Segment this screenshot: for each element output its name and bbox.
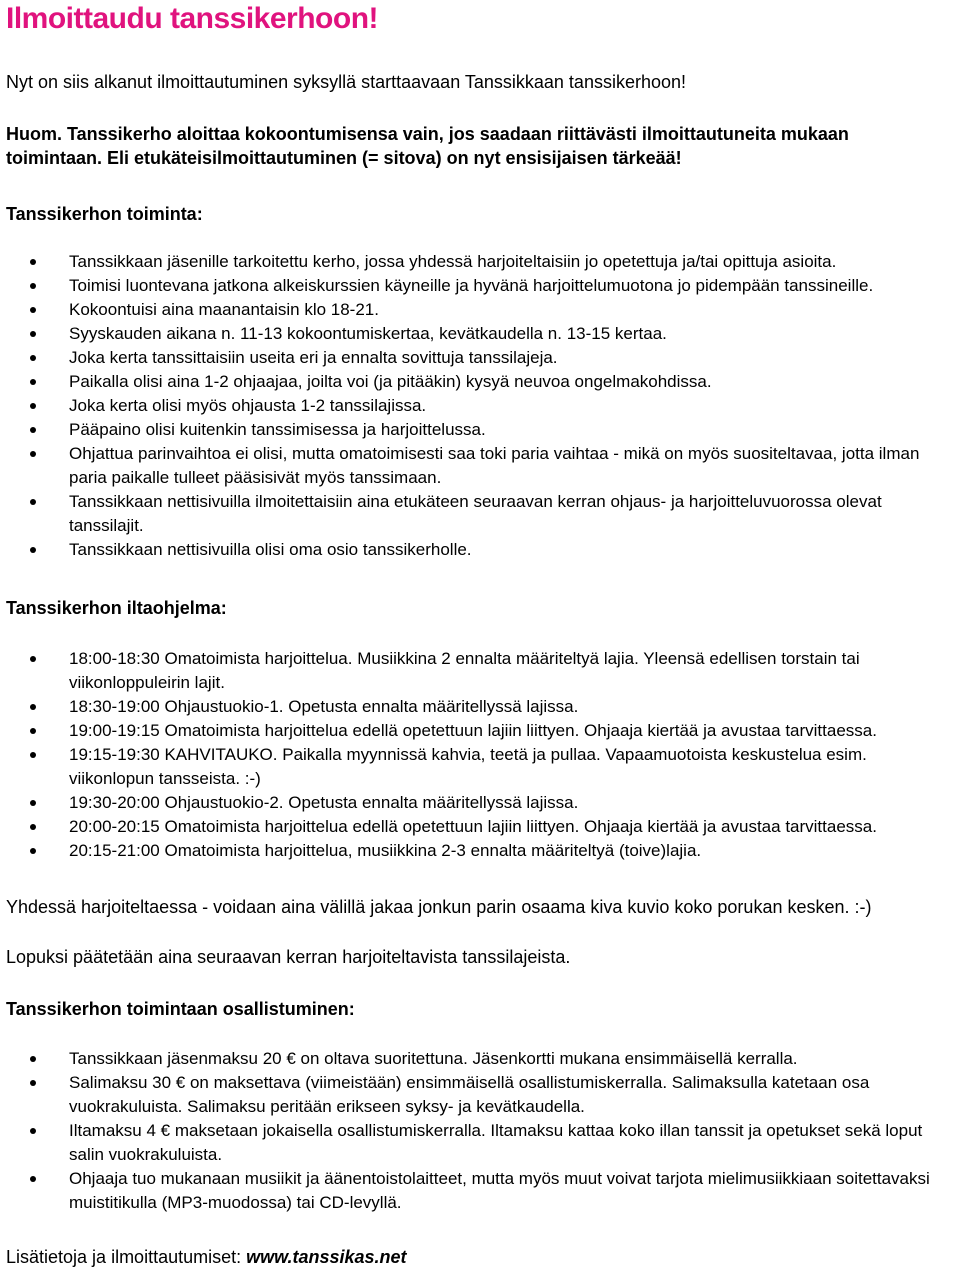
bullet-icon xyxy=(30,331,36,337)
list-item-text: 19:15-19:30 KAHVITAUKO. Paikalla myynnissä kahvia, teetä ja pullaa. Vapaamuotoista keskustelua esim. xyxy=(69,745,867,764)
bullet-icon xyxy=(30,800,36,806)
list-item-text: Salimaksu 30 € on maksettava (viimeistään) ensimmäisellä osallistumiskerralla. Salimaksulla katetaan osa xyxy=(69,1073,870,1092)
list-item-text: Ohjaaja tuo mukanaan musiikit ja äänentoistolaitteet, mutta myös muut voivat tarjota mielimusiikkiaan soitettavaksi xyxy=(69,1169,930,1188)
list-item xyxy=(6,490,954,538)
list-item xyxy=(6,298,954,322)
note-line-2: toimintaan. Eli etukäteisilmoittautuminen (= sitova) on nyt ensisijaisen tärkeää! xyxy=(6,148,682,168)
bullet-icon xyxy=(30,752,36,758)
bullet-icon xyxy=(30,355,36,361)
bullet-icon xyxy=(30,728,36,734)
list-item xyxy=(6,418,954,442)
list-item-text: 19:30-20:00 Ohjaustuokio-2. Opetusta ennalta määritellyssä lajissa. xyxy=(69,793,579,812)
bullet-icon xyxy=(30,427,36,433)
bullet-icon xyxy=(30,379,36,385)
list-item xyxy=(6,370,954,394)
list-item-text: Paikalla olisi aina 1-2 ohjaajaa, joilta voi (ja pitääkin) kysyä neuvoa ongelmakohdissa. xyxy=(69,372,712,391)
list-item-text: Tanssikkaan nettisivuilla ilmoitettaisiin aina etukäteen seuraavan kerran ohjaus- ja harjoitteluvuorossa olevat xyxy=(69,492,882,511)
list-item xyxy=(6,839,954,863)
bullet-icon xyxy=(30,1176,36,1182)
footer-line xyxy=(6,1245,954,1269)
list-item-text: Joka kerta tanssittaisiin useita eri ja ennalta sovittuja tanssilajeja. xyxy=(69,348,558,367)
list-item-text: 20:15-21:00 Omatoimista harjoittelua, musiikkina 2-3 ennalta määriteltyä (toive)lajia. xyxy=(69,841,702,860)
list-item xyxy=(6,815,954,839)
list-item-text: Pääpaino olisi kuitenkin tanssimisessa ja harjoittelussa. xyxy=(69,420,486,439)
bullet-icon xyxy=(30,704,36,710)
list-item xyxy=(6,346,954,370)
section2-list xyxy=(6,647,954,863)
list-item-text: Kokoontuisi aina maanantaisin klo 18-21. xyxy=(69,300,379,319)
list-item-text: salin vuokrakuluista. xyxy=(69,1145,223,1164)
bullet-icon xyxy=(30,1128,36,1134)
list-item-text: tanssilajit. xyxy=(69,516,144,535)
note-line-1: Huom. Tanssikerho aloittaa kokoontumisensa vain, jos saadaan riittävästi ilmoittautuneita mukaan xyxy=(6,124,849,144)
section1-list xyxy=(6,250,954,562)
website-link[interactable]: www.tanssikas.net xyxy=(246,1247,407,1267)
bullet-icon xyxy=(30,656,36,662)
list-item xyxy=(6,791,954,815)
bullet-icon xyxy=(30,547,36,553)
list-item xyxy=(6,442,954,490)
list-item-text: Iltamaksu 4 € maksetaan jokaisella osallistumiskerralla. Iltamaksu kattaa koko illan tanssit ja opetukset sekä loput xyxy=(69,1121,923,1140)
list-item xyxy=(6,394,954,418)
list-item-text: Joka kerta olisi myös ohjausta 1-2 tanssilajissa. xyxy=(69,396,427,415)
bullet-icon xyxy=(30,1056,36,1062)
list-item xyxy=(6,743,954,791)
bullet-icon xyxy=(30,403,36,409)
list-item xyxy=(6,322,954,346)
list-item-text: viikonloppuleirin lajit. xyxy=(69,673,225,692)
list-item-text: viikonlopun tansseista. :-) xyxy=(69,769,261,788)
list-item xyxy=(6,274,954,298)
list-item xyxy=(6,695,954,719)
list-item xyxy=(6,1047,954,1071)
bullet-icon xyxy=(30,307,36,313)
footer-label: Lisätietoja ja ilmoittautumiset: xyxy=(6,1247,247,1267)
list-item-text: Ohjattua parinvaihtoa ei olisi, mutta omatoimisesti saa toki paria vaihtaa - mikä on myös suositeltavaa, jotta ilman xyxy=(69,444,920,463)
bullet-icon xyxy=(30,824,36,830)
list-item-text: Tanssikkaan nettisivuilla olisi oma osio tanssikerholle. xyxy=(69,540,472,559)
list-item xyxy=(6,1071,954,1119)
list-item-text: 20:00-20:15 Omatoimista harjoittelua edellä opetettuun lajiin liittyen. Ohjaaja kiertää ja avustaa tarvittaessa. xyxy=(69,817,877,836)
list-item xyxy=(6,250,954,274)
list-item xyxy=(6,1119,954,1167)
bullet-icon xyxy=(30,451,36,457)
section1-heading: Tanssikerhon toiminta: xyxy=(6,204,203,224)
list-item xyxy=(6,647,954,695)
page-title: Ilmoittaudu tanssikerhoon! xyxy=(6,2,379,35)
list-item-text: 18:00-18:30 Omatoimista harjoittelua. Musiikkina 2 ennalta määriteltyä lajia. Yleensä edellisen torstain tai xyxy=(69,649,860,668)
bullet-icon xyxy=(30,1080,36,1086)
list-item-text: paria paikalle tulleet pääsisivät myös tanssimaan. xyxy=(69,468,442,487)
list-item xyxy=(6,1167,954,1215)
list-item-text: Toimisi luontevana jatkona alkeiskurssien käyneille ja hyvänä harjoittelumuotona jo pidempään tanssineille. xyxy=(69,276,874,295)
list-item-text: Syyskauden aikana n. 11-13 kokoontumiskertaa, kevätkaudella n. 13-15 kertaa. xyxy=(69,324,667,343)
bullet-icon xyxy=(30,848,36,854)
list-item-text: muistitikulla (MP3-muodossa) tai CD-levyllä. xyxy=(69,1193,402,1212)
list-item-text: Tanssikkaan jäsenmaksu 20 € on oltava suoritettuna. Jäsenkortti mukana ensimmäisellä kerralla. xyxy=(69,1049,798,1068)
list-item-text: 19:00-19:15 Omatoimista harjoittelua edellä opetettuun lajiin liittyen. Ohjaaja kiertää ja avustaa tarvittaessa. xyxy=(69,721,877,740)
together-paragraph: Yhdessä harjoiteltaessa - voidaan aina välillä jakaa jonkun parin osaama kiva kuvio koko porukan kesken. :-) xyxy=(6,897,872,917)
list-item xyxy=(6,719,954,743)
list-item-text: 18:30-19:00 Ohjaustuokio-1. Opetusta ennalta määritellyssä lajissa. xyxy=(69,697,579,716)
bullet-icon xyxy=(30,283,36,289)
list-item xyxy=(6,538,954,562)
list-item-text: Tanssikkaan jäsenille tarkoitettu kerho, jossa yhdessä harjoiteltaisiin jo opetettuja ja/tai opittuja asioita. xyxy=(69,252,837,271)
bullet-icon xyxy=(30,259,36,265)
section3-list xyxy=(6,1047,954,1215)
bullet-icon xyxy=(30,499,36,505)
section2-heading: Tanssikerhon iltaohjelma: xyxy=(6,598,227,618)
intro-paragraph: Nyt on siis alkanut ilmoittautuminen syksyllä starttaavaan Tanssikkaan tanssikerhoon! xyxy=(6,72,687,92)
note-paragraph xyxy=(6,122,954,170)
section3-heading: Tanssikerhon toimintaan osallistuminen: xyxy=(6,999,355,1019)
list-item-text: vuokrakuluista. Salimaksu peritään erikseen syksy- ja kevätkaudella. xyxy=(69,1097,585,1116)
finally-paragraph: Lopuksi päätetään aina seuraavan kerran harjoiteltavista tanssilajeista. xyxy=(6,947,571,967)
